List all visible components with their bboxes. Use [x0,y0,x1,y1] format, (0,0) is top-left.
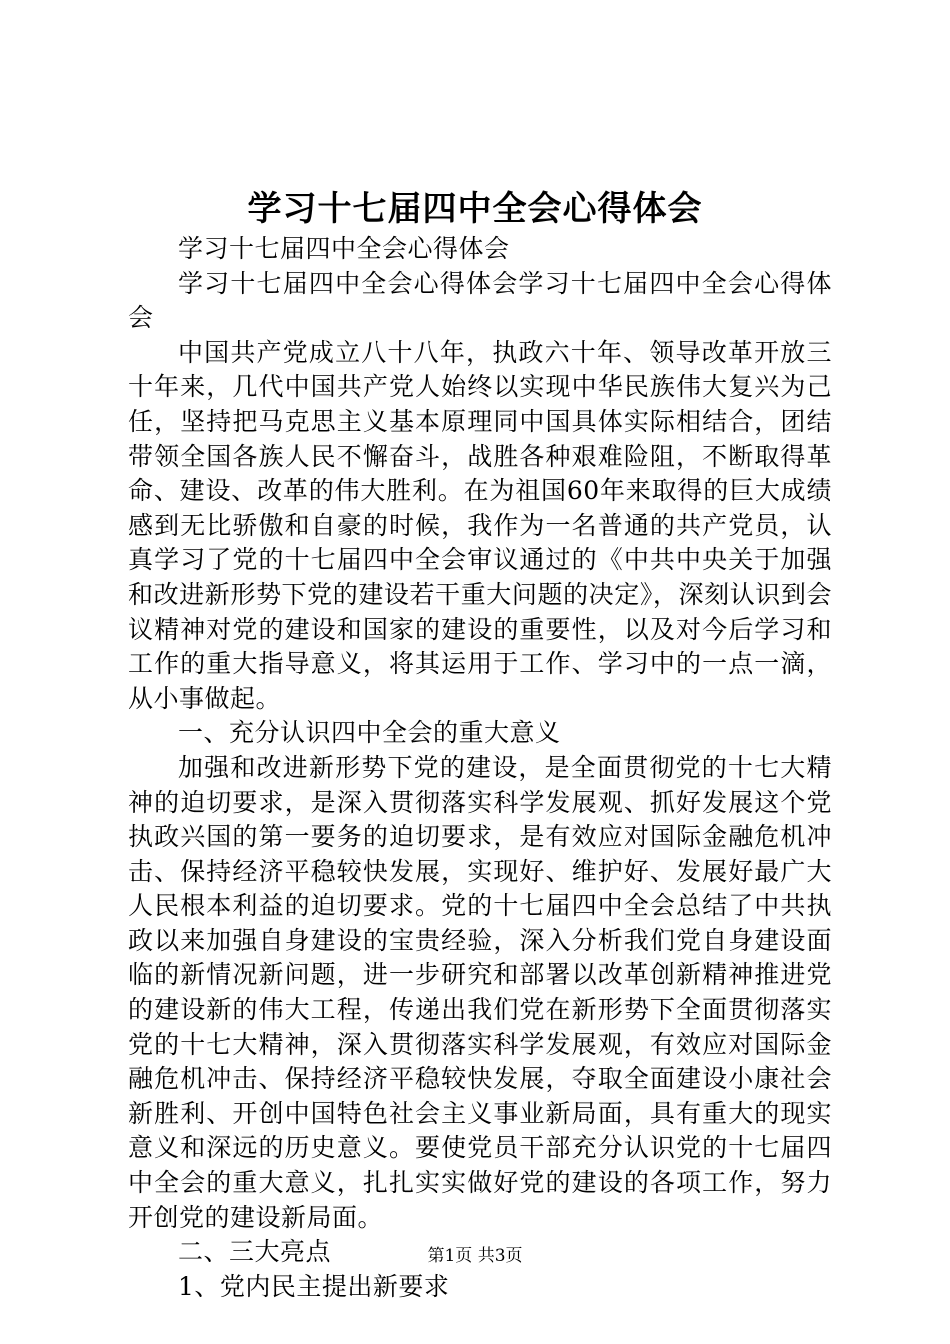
page-footer: 第1页 共3页 [427,1246,523,1266]
paragraph-intro: 中国共产党成立八十八年，执政六十年、领导改革开放三十年来，几代中国共产党人始终以实现中华民族伟大复兴为己任，坚持把马克思主义基本原理同中国具体实际相结合，团结带领全国各族人民不懈奋斗，战胜各种艰难险阻，不断取得革命、建设、改革的伟大胜利。在为祖国60年来取得的巨大成绩感到无比骄傲和自豪的时候，我作为一名普通的共产党员，认真学习了党的十七届四中全会审议通过的《中共中央关于加强和改进新形势下党的建设若干重大问题的决定》，深刻认识到会议精神对党的建设和国家的建设的重要性，以及对今后学习和工作的重大指导意义，将其运用于工作、学习中的一点一滴，从小事做起。 [128,337,832,713]
paragraph-repeated-title: 学习十七届四中全会心得体会学习十七届四中全会心得体会 [128,268,832,333]
paragraph-subtitle: 学习十七届四中全会心得体会 [178,234,510,263]
section-heading-2: 二、三大亮点 [178,1237,332,1267]
document-title: 学习十七届四中全会心得体会 [247,189,703,229]
section-heading-1: 一、充分认识四中全会的重大意义 [178,718,561,748]
subsection-heading-1: 1、党内民主提出新要求 [178,1271,450,1301]
paragraph-section-1: 加强和改进新形势下党的建设，是全面贯彻党的十七大精神的迫切要求，是深入贯彻落实科学发展观、抓好发展这个党执政兴国的第一要务的迫切要求，是有效应对国际金融危机冲击、保持经济平稳较快发展，实现好、维护好、发展好最广大人民根本利益的迫切要求。党的十七届四中全会总结了中共执政以来加强自身建设的宝贵经验，深入分析我们党自身建设面临的新情况新问题，进一步研究和部署以改革创新精神推进党的建设新的伟大工程，传递出我们党在新形势下全面贯彻落实党的十七大精神，深入贯彻落实科学发展观，有效应对国际金融危机冲击、保持经济平稳较快发展，夺取全面建设小康社会新胜利、开创中国特色社会主义事业新局面，具有重大的现实意义和深远的历史意义。要使党员干部充分认识党的十七届四中全会的重大意义，扎扎实实做好党的建设的各项工作，努力开创党的建设新局面。 [128,752,832,1232]
document-body [128,232,832,1304]
